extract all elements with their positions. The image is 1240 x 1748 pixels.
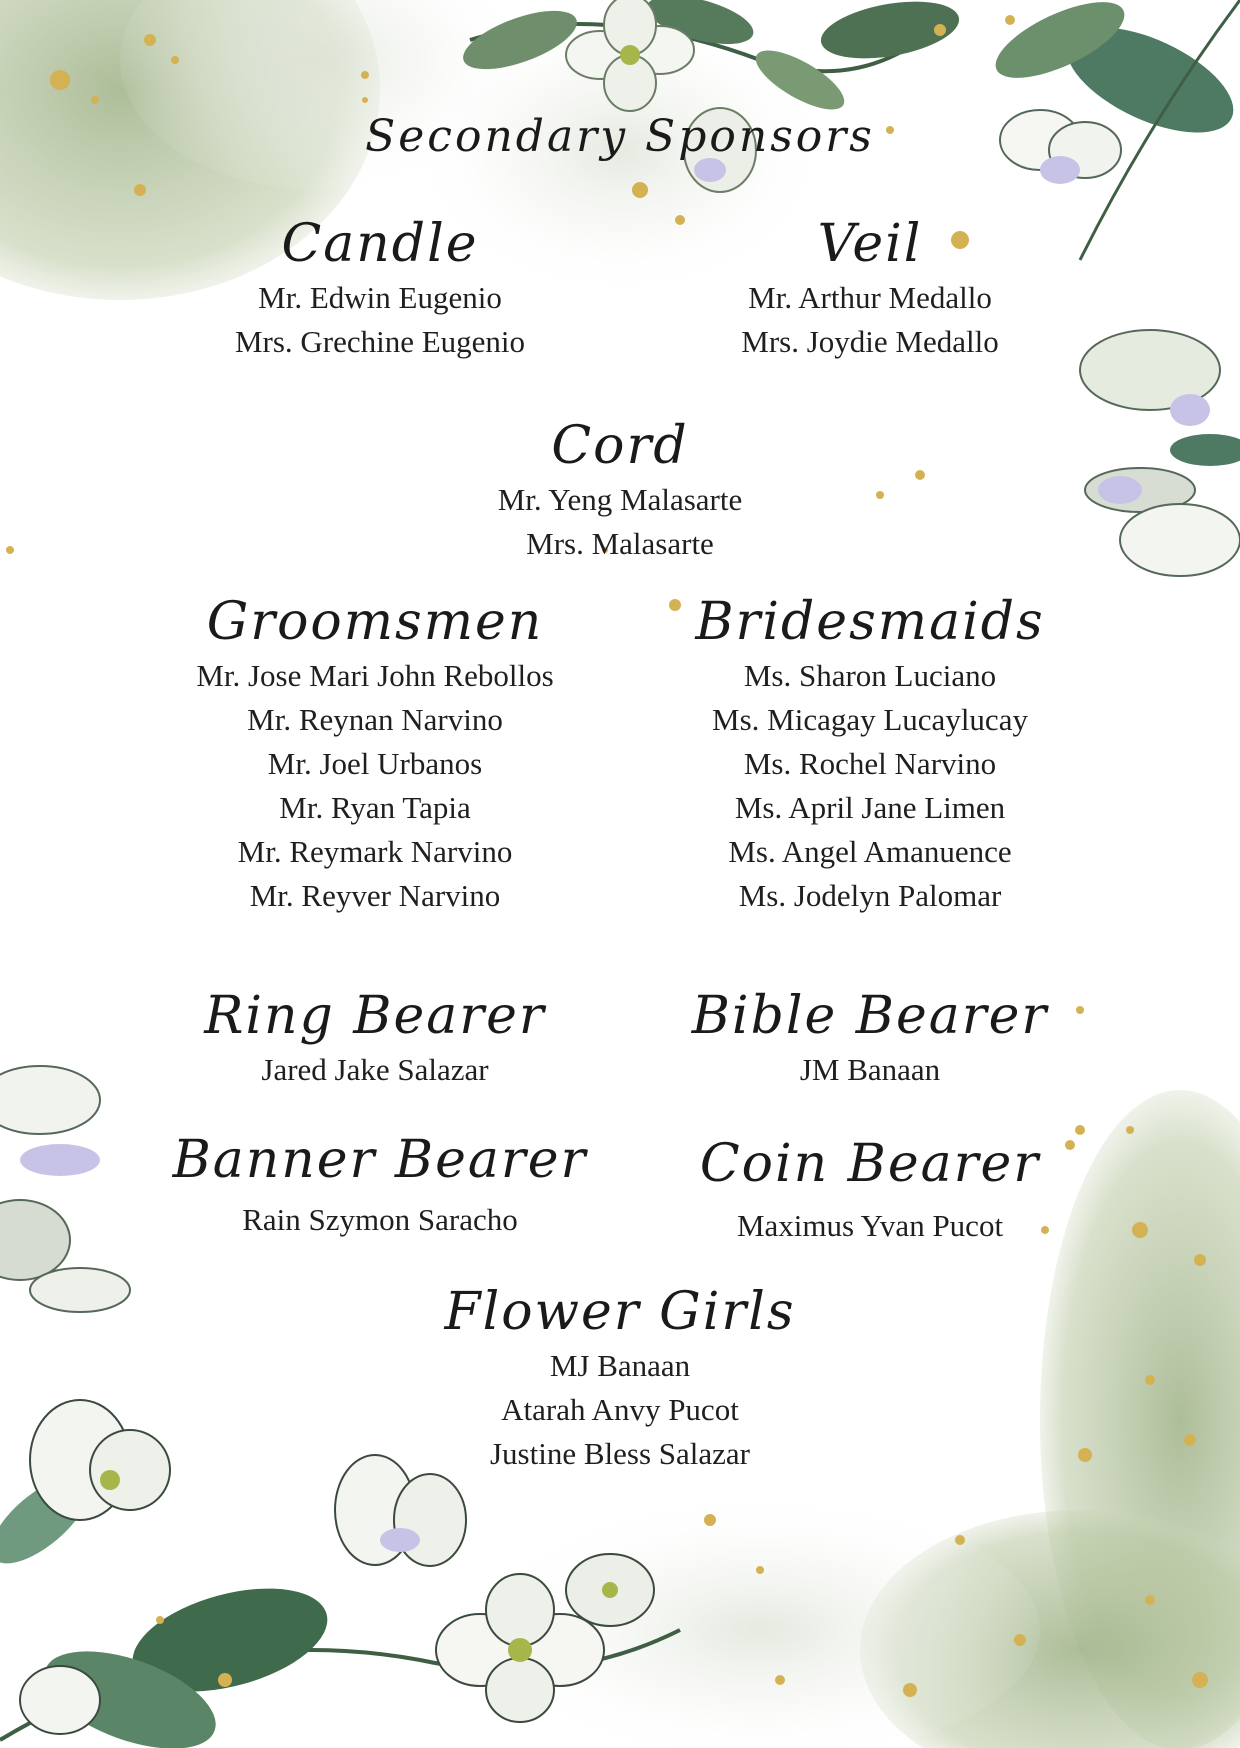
- page-title: [0, 110, 1240, 164]
- name-list-coin-bearer: [650, 1204, 1090, 1248]
- section-banner-bearer: [160, 1128, 600, 1242]
- section-heading-veil: Veil: [817, 214, 923, 274]
- section-bridesmaids: [650, 590, 1090, 918]
- name-item: Atarah Anvy Pucot: [501, 1392, 739, 1427]
- name-item: Mr. Yeng Malasarte: [497, 482, 743, 517]
- section-bible-bearer: [650, 984, 1090, 1092]
- section-heading-candle: Candle: [281, 214, 479, 274]
- section-heading-coin-bearer: Coin Bearer: [699, 1134, 1041, 1194]
- section-cord: [420, 414, 820, 566]
- section-heading-flower-girls: Flower Girls: [444, 1282, 796, 1342]
- section-ring-bearer: [170, 984, 580, 1092]
- name-item: Justine Bless Salazar: [489, 1436, 750, 1471]
- name-list-banner-bearer: [160, 1198, 600, 1242]
- name-item: Mr. Joel Urbanos: [267, 746, 483, 781]
- section-heading-cord: Cord: [551, 416, 689, 476]
- name-item: JM Banaan: [799, 1052, 941, 1087]
- name-list-bridesmaids: [650, 654, 1090, 918]
- name-item: Mr. Reymark Narvino: [237, 834, 513, 869]
- section-groomsmen: [150, 590, 600, 918]
- name-item: Ms. Micagay Lucaylucay: [712, 702, 1028, 737]
- section-heading-bible-bearer: Bible Bearer: [691, 986, 1049, 1046]
- name-item: Mr. Reynan Narvino: [247, 702, 503, 737]
- name-list-ring-bearer: [170, 1048, 580, 1092]
- name-list-candle: [180, 276, 580, 364]
- name-list-cord: [420, 478, 820, 566]
- section-heading-bridesmaids: Bridesmaids: [695, 592, 1045, 652]
- name-item: Mrs. Joydie Medallo: [741, 324, 999, 359]
- name-item: Mr. Ryan Tapia: [279, 790, 471, 825]
- name-list-veil: [670, 276, 1070, 364]
- name-item: Ms. Rochel Narvino: [743, 746, 997, 781]
- name-item: Ms. Sharon Luciano: [743, 658, 997, 693]
- name-item: Mr. Reyver Narvino: [249, 878, 501, 913]
- name-list-groomsmen: [150, 654, 600, 918]
- section-heading-groomsmen: Groomsmen: [206, 592, 544, 652]
- name-item: Mrs. Malasarte: [526, 526, 714, 561]
- left-floral-cluster: [0, 1066, 130, 1312]
- name-item: Mr. Jose Mari John Rebollos: [196, 658, 554, 693]
- name-list-bible-bearer: [650, 1048, 1090, 1092]
- section-candle: [180, 212, 580, 364]
- name-list-flower-girls: [420, 1344, 820, 1476]
- section-heading-ring-bearer: Ring Bearer: [204, 986, 546, 1046]
- section-coin-bearer: [650, 1132, 1090, 1248]
- name-item: Mrs. Grechine Eugenio: [234, 324, 526, 359]
- section-flower-girls: [420, 1280, 820, 1476]
- name-item: Mr. Arthur Medallo: [748, 280, 992, 315]
- name-item: Mr. Edwin Eugenio: [258, 280, 502, 315]
- section-veil: [670, 212, 1070, 364]
- section-heading-banner-bearer: Banner Bearer: [172, 1130, 588, 1190]
- name-item: Ms. Angel Amanuence: [728, 834, 1012, 869]
- name-item: Jared Jake Salazar: [261, 1052, 489, 1087]
- name-item: MJ Banaan: [549, 1348, 691, 1383]
- name-item: Ms. April Jane Limen: [734, 790, 1006, 825]
- name-item: Maximus Yvan Pucot: [736, 1208, 1004, 1243]
- name-item: Ms. Jodelyn Palomar: [738, 878, 1002, 913]
- title-text: Secondary Sponsors: [365, 111, 875, 162]
- name-item: Rain Szymon Saracho: [242, 1202, 518, 1237]
